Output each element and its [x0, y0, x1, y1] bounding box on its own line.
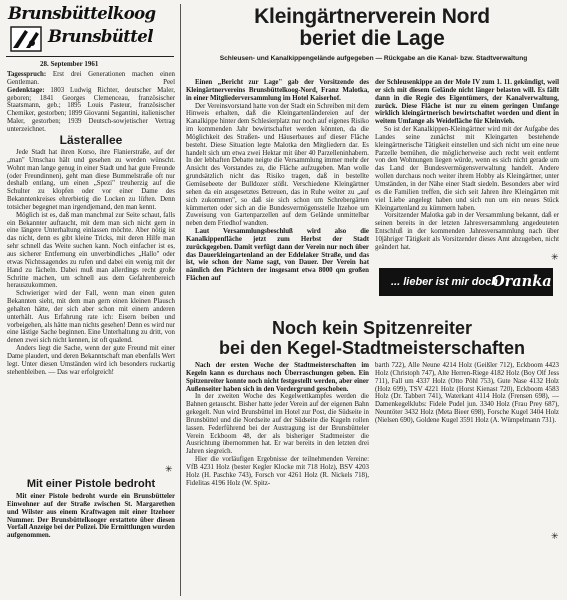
column-rule	[180, 4, 181, 596]
kegel-col2	[375, 362, 559, 542]
tagesspruch-text: Erst drei Generationen machen einen Gentleman.	[7, 71, 175, 86]
laesterallee-paragraph: Schwieriger wird der Fall, wenn man einen guten Bekannten sieht, mit dem man gern einen kleinen Plausch gehalten hätte, der sich aber schon mit einem anderen unterhält. Aus Erfahrung rate ich: Eisern beiben und vorbeigehen, als hätte man nichts gesehen! Denn es wird nur eine lästige Sache beginnen. Eine Unterhaltung zu dritt, von denen zwei sich nicht kennen, ist oft qualend.	[7, 290, 175, 345]
pistole-title: Mit einer Pistole bedroht	[26, 478, 156, 490]
gedenktage-label: Gedenktage:	[7, 86, 45, 94]
laesterallee-title: Lästerallee	[59, 133, 123, 147]
laesterallee-paragraph: Jede Stadt hat ihren Korso, ihre Flanierstraße, auf der „man" Umschau hält und gesehen zu werden wünscht. Wohnt man lange genug in einer Stadt und hat gute Freunde (oder Freundinnen), geht man diese Bummelstraße oft nur deshalb entlang, um einen „Spezi" treuherzig auf die Schulter zu klopfen oder vor einer Dame des Bekanntenkreises ehrerbietig die Locken zu lüften. Denn totsicher begegnet man irgendjemand, den man kennt.	[7, 149, 175, 211]
kleingarten-paragraph: der Schleusenkippe an der Mole IV zum 1. 11. gekündigt, weil er sich mit diesem Gelände nicht länger belasten will. Es fällt dann in die Regie des Eigentümers, der Kanalverwaltung, zurück. Diese Fläche ist nur zu einem geringen Umfange wirklich kleingärtnerisch bewirtschaftet worden und dient in weitem Umfange als Weidefläche für Kleinvieh.	[375, 79, 559, 126]
kleingarten-paragraph: Der Vereinsvorstand hatte von der Stadt ein Schreiben mit dem Hinweis erhalten, daß die Kleingartenländereien auf der Kanalkippe hinter dem Schlesierplatz nur noch auf eigenes Risiko im kommenden Jahr bewirtschaftet werden könnten, da die Möglichkeit des Straßen- und Häuserbaues auf dieser Fläche besteht. Diese Situation legte Malotka den Mitgliedern dar. Es handelt sich um etwa zwei Hektar mit über 40 Parzelleninhabern. In der lebhaften Debatte neigte die Versammlung immer mehr der Ansicht des Vorstandes zu, die Fläche aufzugeben. Man wolle grundsätzlich nicht das Risiko tragen, daß in bestellte Gemüsebeete der Bulldozer stößt. Verschiedene Kleingärtner sehen da ein ausgesetztes Betreuen, das in Ruhe weiter zu „auf sich zukommen", so daß sie sich schon um Schrebergärten kümmerten oder sich an die Bundesvermögensstelle Itzehoe um Zuweisung von Gartenparzellen auf dem Gelände unmittelbar neben dem Friedhof wandten.	[186, 102, 369, 228]
kegel-lead: Nach der ersten Woche der Stadtmeisterschaften im Kegeln kann es durchaus noch Überraschungen geben. Ein Spitzenreiter konnte noch nicht festgestellt werden, aber einer Außenseiter haben sich in den Vordergrund geschoben.	[186, 362, 369, 393]
tagesspruch-author: Peel	[163, 78, 175, 86]
crest-icon	[10, 26, 42, 52]
laesterallee-article	[7, 133, 175, 463]
kleingarten-headline-line1: Kleingärtnerverein Nord	[254, 5, 490, 28]
kegel-paragraph: In der zweiten Woche des Kegelwettkampfes werden die Bahnen getauscht. Bisher hatte jeder Verein auf der eigenen Bahn gekegelt. Nun wird Brunsbüttel im Hotel zur Post, die Südseite in Brunsbüttel und die Nordseite auf der Südseite die Kugeln rollen lassen. Federführend bei der Austragung ist der Brunsbütteler Verein Eckboom 48, der als bisheriger Stadtmeister die Ausrichtung übernommen hat. Er war bereits in den letzten drei Jahren siegreich.	[186, 393, 369, 456]
advert-brand: Oranka	[492, 273, 552, 290]
kleingarten-col1	[186, 79, 369, 296]
oranka-advert	[379, 268, 553, 296]
pistole-article	[7, 478, 175, 598]
end-star-icon: ✳	[551, 252, 559, 262]
laesterallee-paragraph: Anders liegt die Sache, wenn der gute Freund mit einer Dame plaudert, und deren Bekanntschaft man ebenfalls Wert legt. Unter diesen Umständen wird ich besonders ruckartig stehenbleiben. — Das war erfolgreich!	[7, 345, 175, 376]
kegel-headline-line2: bei den Kegel-Stadtmeisterschaften	[218, 338, 526, 358]
masthead-rule	[6, 56, 174, 57]
calendar-box	[7, 71, 175, 137]
masthead-title-1: Brunsbüttelkoog	[8, 4, 156, 23]
masthead	[6, 4, 172, 56]
issue-date: 28. September 1961	[40, 60, 99, 68]
tagesspruch-label: Tagesspruch:	[7, 71, 47, 78]
kegel-headline-line1: Noch kein Spitzenreiter	[271, 318, 473, 338]
kleingarten-paragraph: Vorsitzender Malotka gab in der Versammlung bekannt, daß er seinen bereits in der letzten Jahresversammlung angedeuteten Entschluß in der kommenden Jahresversammlung nach über 10jähriger Tätigkeit als Vorsitzender dieses Amt abzugeben, nicht geändert hat.	[375, 212, 559, 251]
masthead-title-2: Brunsbüttel	[48, 27, 153, 46]
kegel-paragraph: Hier die vorläufigen Ergebnisse der teilnehmenden Vereine: VfB 4231 Holz (bester Kegler Klocke mit 718 Holz), BSV 4203 Holz (H. Paschke 743), Forsch vor 4261 Holz (R. Nickels 718), Fidelitas 4196 Holz (W. Spitz-	[186, 456, 369, 487]
kleingarten-subline: Schleusen- und Kanalkippengelände aufgegeben — Rückgabe an die Kanal- bzw. Stadtverwaltung	[219, 55, 528, 62]
end-star-icon: ✳	[551, 531, 559, 541]
kleingarten-paragraph: So ist der Kanalkippen-Kleingärtner wird mit der Aufgabe des Landes seine zunächst mit Kleingarten bestehende kleingärtnerische Tätigkeit einstellen und sich nicht um eine neue Parzelle bemühen, die möglicherweise auch recht weit entfernt von den Wohnungen liegen würde, wenn es sich nicht gerade um das Land der Bundesvermögensverwaltung handelt. Andere wollen durchaus noch weiter ihrem Hobby als Kleingärtner, unter Umständen, in der Nähe einer Stadt siedeln. Besonders aber wird es die Familien treffen, die sich seit Jahren ihre Kleingärten mit viel Liebe angelegt haben und sich nun um ein neues Stück Kleingartenland zu kümmern haben.	[375, 126, 559, 212]
pistole-text: Mit einer Pistole bedroht wurde ein Brunsbütteler Einwohner auf der Straße zwischen St. Margarethen und Wilster aus einem Kraftwagen mit einer Itzehoer Nummer. Der Brunsbüttelkooger erstattete über diesen Vorfall Anzeige bei der Polizei. Die Ermittlungen wurden aufgenommen.	[7, 493, 175, 540]
kleingarten-headline-line2: beriet die Lage	[299, 27, 445, 50]
kegel-headline	[182, 318, 562, 358]
laesterallee-paragraph: Möglich ist es, daß man manchmal zur Seite schaut, falls ein Bekannter auftaucht, mit dem man sich nicht gern in eine längere Unterhaltung einlassen möchte. Aber nötig ist das nicht, denn es gibt kleine Tricks, mit deren Hilfe man sehr schnell das Weite suchen kann. Noch einfacher ist es, aus sicherer Entfernung ein unverbindliches „Hallo" oder etwas Nichtssagendes zu rufen und dabei ein wenig mit der Hand zu fächeln. Dabei muß man allerdings recht große Schritte machen, um schnell aus dem Gefahrenbereich herauszukommen.	[7, 211, 175, 290]
kleingarten-lead: Einen „Bericht zur Lage" gab der Vorsitzende des Kleingärtnervereins Brunsbüttelkoog-Nord, Franz Malotka, in einer Mitgliederversammlung im Hotel Kaiserhof.	[186, 79, 369, 102]
advert-text: ... lieber ist mir doch	[391, 276, 498, 288]
kegel-col1	[186, 362, 369, 598]
end-star-icon: ✳	[165, 464, 173, 474]
kleingarten-paragraph: Laut Versammlungsbeschluß wird also die Kanalkippenfläche jetzt zum Herbst der Stadt zurückgegeben. Damit verfügt dann der Verein nur noch über das Dauerkleingartenland an der Eddelaker Straße, und das ist, wie schon der Name sagt, von Dauer. Der Verein hat nämlich den Pächtern der insgesamt etwa 8000 qm großen Flächen auf	[186, 228, 369, 283]
kegel-results: barth 722), Alle Neune 4214 Holz (Geißler 712), Eckboom 4423 Holz (Christoph 747), Alte Herren-Riege 4182 Holz (Boy Olf Jess 711), Fall um 4337 Holz (Otto Pöhl 753), Gute Nase 4132 Holz (Holz 699), TSV 4221 Holz (Horst Kienast 720), Eckboom 4583 Holz (Dr. Tabbert 741), Waterkant 4114 Holz (Frensen 698), — Damenkegelklubs: Fidele Pudel jun. 3340 Holz (Frau Prey 687), Neuntöter 3432 Holz (Meta Bieer 698), Forsche Kugel 3404 Holz (Nielsen 690), Goldene Kugel 3591 Holz (A. Wümpelmann 731).	[375, 362, 559, 424]
gedenktage-text: 1803 Ludwig Richter, deutscher Maler, geboren; 1841 Georges Clemenceau, französischer Staatsmann, geb.; 1895 Louis Pasteur, französischer Chemiker, gestorben; 1899 Giovanni Segantini, italienischer Maler, gestorben; 1939 Deutsch-sowjetischer Vertrag unterzeichnet.	[7, 86, 175, 133]
kleingarten-headline	[180, 6, 564, 50]
kleingarten-col2	[375, 79, 559, 261]
